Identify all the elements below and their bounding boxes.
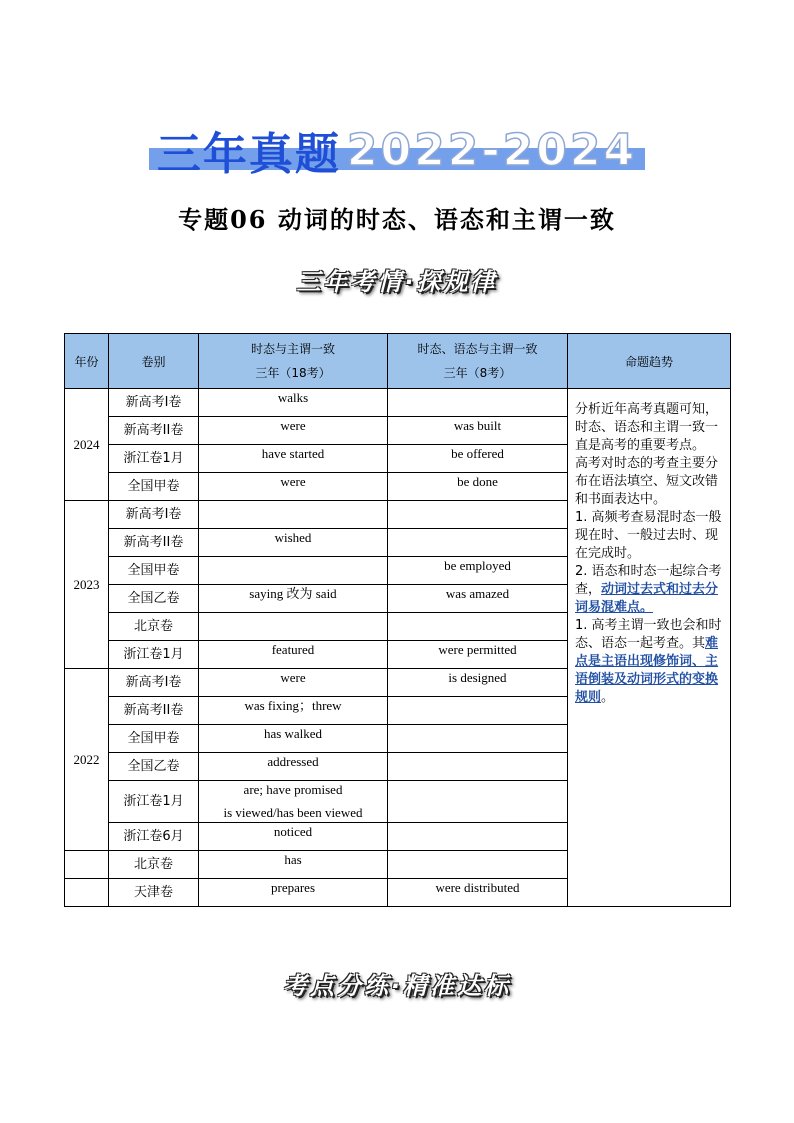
col1-cell: featured bbox=[199, 641, 388, 669]
header-col1: 时态与主谓一致 三年（18考） bbox=[199, 334, 388, 389]
section-heading-trends: 三年考情·探规律 bbox=[296, 268, 498, 296]
year-cell: 2022 bbox=[65, 669, 109, 851]
year-cell: 2024 bbox=[65, 389, 109, 501]
col2-cell: were permitted bbox=[388, 641, 568, 669]
header-year: 年份 bbox=[65, 334, 109, 389]
col2-cell: be done bbox=[388, 473, 568, 501]
title-banner bbox=[0, 118, 794, 182]
col1-cell: were bbox=[199, 473, 388, 501]
paper-cell: 北京卷 bbox=[109, 613, 199, 641]
year-cell-empty bbox=[65, 851, 109, 879]
col1-cell: walks bbox=[199, 389, 388, 417]
header-col2: 时态、语态与主谓一致 三年（8考） bbox=[388, 334, 568, 389]
paper-cell: 全国甲卷 bbox=[109, 557, 199, 585]
col1-cell: noticed bbox=[199, 823, 388, 851]
paper-cell: 浙江卷1月 bbox=[109, 641, 199, 669]
paper-cell: 新高考I卷 bbox=[109, 669, 199, 697]
table-row bbox=[65, 389, 731, 417]
col1-cell: are; have promised is viewed/has been viewed bbox=[199, 781, 388, 823]
col1-cell bbox=[199, 613, 388, 641]
col1-cell: has walked bbox=[199, 725, 388, 753]
col1-cell: saying 改为 said bbox=[199, 585, 388, 613]
paper-cell: 新高考I卷 bbox=[109, 501, 199, 529]
paper-cell: 新高考II卷 bbox=[109, 417, 199, 445]
col2-cell: was built bbox=[388, 417, 568, 445]
paper-cell: 浙江卷1月 bbox=[109, 445, 199, 473]
col1-cell: wished bbox=[199, 529, 388, 557]
col2-cell bbox=[388, 753, 568, 781]
subject-title: 专题06 动词的时态、语态和主谓一致 bbox=[178, 205, 616, 234]
col1-cell: has bbox=[199, 851, 388, 879]
col2-cell bbox=[388, 851, 568, 879]
paper-cell: 浙江卷1月 bbox=[109, 781, 199, 823]
col1-cell: addressed bbox=[199, 753, 388, 781]
trend-para: 1. 高考主谓一致也会和时态、语态一起考查。其难点是主语出现修饰词、主语倒装及动词形式的变换规则。 bbox=[575, 618, 722, 705]
col2-cell bbox=[388, 697, 568, 725]
paper-cell: 浙江卷6月 bbox=[109, 823, 199, 851]
header-paper: 卷别 bbox=[109, 334, 199, 389]
trend-cell bbox=[568, 389, 731, 907]
banner-cn-text: 三年真题 bbox=[156, 129, 341, 180]
banner-years: 2022-2024 bbox=[346, 124, 638, 176]
col2-cell bbox=[388, 781, 568, 823]
paper-cell: 全国甲卷 bbox=[109, 473, 199, 501]
trend-para: 分析近年高考真题可知，时态、语态和主谓一致一直是高考的重要考点。 bbox=[575, 402, 719, 453]
trend-para: 2. 语态和时态一起综合考查，动词过去式和过去分词易混难点。 bbox=[575, 564, 722, 615]
col1-cell: were bbox=[199, 669, 388, 697]
trend-para: 1. 高频考查易混时态一般现在时、一般过去时、现在完成时。 bbox=[575, 510, 722, 561]
year-cell-empty bbox=[65, 879, 109, 907]
paper-cell: 新高考II卷 bbox=[109, 529, 199, 557]
exam-stats-table bbox=[64, 333, 731, 907]
section-heading-practice: 考点分练·精准达标 bbox=[282, 972, 512, 1000]
paper-cell: 全国甲卷 bbox=[109, 725, 199, 753]
col2-cell bbox=[388, 529, 568, 557]
paper-cell: 新高考I卷 bbox=[109, 389, 199, 417]
col2-cell bbox=[388, 501, 568, 529]
col2-cell bbox=[388, 725, 568, 753]
col2-cell: be employed bbox=[388, 557, 568, 585]
trend-highlight: 动词过去式和过去分词易混难点。 bbox=[575, 582, 719, 615]
col2-cell bbox=[388, 389, 568, 417]
col1-cell bbox=[199, 501, 388, 529]
paper-cell: 全国乙卷 bbox=[109, 753, 199, 781]
trend-highlight: 难点是主语出现修饰词、主语倒装及动词形式的变换规则 bbox=[575, 636, 719, 705]
paper-cell: 新高考II卷 bbox=[109, 697, 199, 725]
header-trend: 命题趋势 bbox=[568, 334, 731, 389]
col2-cell: was amazed bbox=[388, 585, 568, 613]
col1-cell: have started bbox=[199, 445, 388, 473]
paper-cell: 北京卷 bbox=[109, 851, 199, 879]
col1-cell bbox=[199, 557, 388, 585]
paper-cell: 天津卷 bbox=[109, 879, 199, 907]
col2-cell: be offered bbox=[388, 445, 568, 473]
col2-cell: is designed bbox=[388, 669, 568, 697]
col1-cell: prepares bbox=[199, 879, 388, 907]
table-header-row bbox=[65, 334, 731, 389]
col2-cell bbox=[388, 823, 568, 851]
col2-cell: were distributed bbox=[388, 879, 568, 907]
col1-cell: were bbox=[199, 417, 388, 445]
year-cell: 2023 bbox=[65, 501, 109, 669]
col1-cell: was fixing；threw bbox=[199, 697, 388, 725]
paper-cell: 全国乙卷 bbox=[109, 585, 199, 613]
trend-para: 高考对时态的考查主要分布在语法填空、短文改错和书面表达中。 bbox=[575, 456, 719, 507]
col2-cell bbox=[388, 613, 568, 641]
